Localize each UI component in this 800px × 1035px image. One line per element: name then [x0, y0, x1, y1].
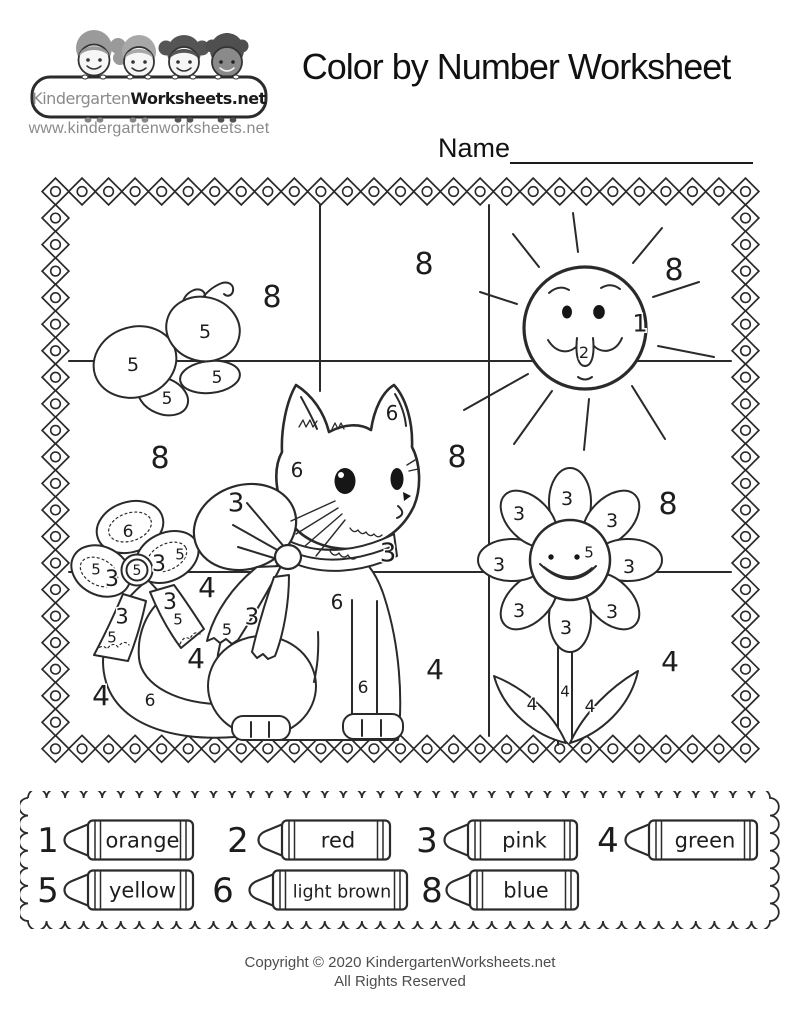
- legend-number: 1: [37, 821, 59, 861]
- legend-item: [37, 871, 193, 912]
- legend-number: 6: [212, 871, 234, 911]
- flower-center: [530, 520, 610, 600]
- legend-item: [421, 871, 578, 912]
- picture-number: 6: [144, 691, 156, 712]
- legend-color-label: yellow: [108, 878, 177, 903]
- legend-color-label: pink: [502, 828, 547, 853]
- cat-rear-paw: [232, 716, 290, 740]
- cat-front-paw: [343, 714, 403, 739]
- legend-color-label: red: [320, 828, 356, 853]
- picture-number: 3: [163, 589, 177, 615]
- copyright-footer: [0, 953, 800, 991]
- picture-number: 4: [426, 653, 444, 687]
- picture-number: 3: [622, 555, 636, 578]
- legend-color-label: green: [674, 828, 736, 853]
- picture-number: 8: [150, 440, 170, 476]
- picture-number: 5: [198, 320, 212, 343]
- page-title: Color by Number Worksheet: [301, 46, 731, 87]
- picture-number: 6: [290, 458, 304, 483]
- flower-leaf: [570, 671, 638, 743]
- picture-number: 3: [115, 604, 129, 629]
- picture-number: 4: [198, 571, 216, 605]
- picture-number: 3: [605, 600, 619, 623]
- picture-number: 8: [664, 252, 684, 288]
- picture-number: 6: [385, 401, 399, 426]
- picture-number: 8: [414, 246, 434, 282]
- picture-number: 3: [379, 538, 397, 569]
- picture-number: 3: [559, 616, 573, 639]
- legend-number: 5: [37, 871, 59, 911]
- picture-number: 3: [605, 509, 619, 532]
- copyright-line2: All Rights Reserved: [334, 973, 466, 990]
- picture-number: 3: [152, 551, 166, 577]
- picture-number: 8: [658, 486, 678, 522]
- crayon-tip: [65, 874, 90, 906]
- crayon-tip: [445, 824, 470, 856]
- picture-number: 5: [107, 628, 117, 647]
- picture-number: 3: [105, 566, 119, 592]
- picture-number: 5: [132, 563, 142, 580]
- legend-item: [597, 821, 757, 862]
- picture-number: 5: [126, 353, 140, 376]
- legend-item: [212, 871, 407, 912]
- picture-number: 5: [173, 610, 183, 629]
- legend-item: [37, 821, 193, 862]
- site-url: www.kindergartenworksheets.net: [28, 120, 270, 137]
- crayon-tip: [250, 874, 275, 906]
- picture-number: 5: [211, 368, 223, 389]
- crayon-tip: [65, 824, 90, 856]
- picture-number: 6: [357, 678, 369, 699]
- legend-number: 8: [421, 871, 443, 911]
- picture-number: 5: [91, 560, 101, 579]
- picture-number: 3: [560, 487, 574, 510]
- color-key-legend: [20, 791, 780, 929]
- crayon-tip: [259, 824, 284, 856]
- picture-number: 4: [526, 695, 538, 716]
- legend-item: [416, 821, 577, 862]
- sun: [464, 213, 714, 450]
- picture-number: 4: [584, 697, 596, 718]
- picture-number: 5: [584, 543, 594, 562]
- picture-number: 6: [330, 590, 344, 615]
- legend-item: [227, 821, 390, 862]
- name-label: Name: [438, 133, 511, 163]
- legend-color-label: orange: [105, 828, 180, 853]
- crayon-tip: [447, 874, 472, 906]
- legend-color-label: blue: [503, 878, 549, 903]
- picture-number: 8: [262, 279, 282, 315]
- picture-number: 4: [187, 642, 205, 676]
- picture-number: 8: [447, 439, 467, 475]
- picture-number: 2: [578, 342, 590, 362]
- picture-number: 5: [221, 619, 233, 639]
- picture-number: 5: [161, 389, 173, 410]
- picture-number: 3: [227, 488, 245, 519]
- logo-wordmark: KindergartenWorksheets.net: [32, 89, 266, 108]
- picture-number: 1: [632, 309, 648, 338]
- picture-number: 4: [661, 645, 679, 679]
- legend-number: 2: [227, 821, 249, 861]
- picture-number: 4: [560, 682, 570, 701]
- picture-number: 5: [175, 545, 185, 564]
- picture-number: 3: [512, 502, 526, 525]
- legend-number: 4: [597, 821, 619, 861]
- copyright-line1: Copyright © 2020 KindergartenWorksheets.net: [244, 954, 556, 971]
- picture-number: 6: [122, 522, 134, 543]
- legend-number: 3: [416, 821, 438, 861]
- crayon-tip: [626, 824, 651, 856]
- picture-number: 3: [492, 553, 506, 576]
- picture-number: 3: [512, 599, 526, 622]
- legend-color-label: light brown: [292, 882, 392, 903]
- picture-number: 4: [92, 679, 110, 713]
- picture-number: 3: [244, 604, 260, 631]
